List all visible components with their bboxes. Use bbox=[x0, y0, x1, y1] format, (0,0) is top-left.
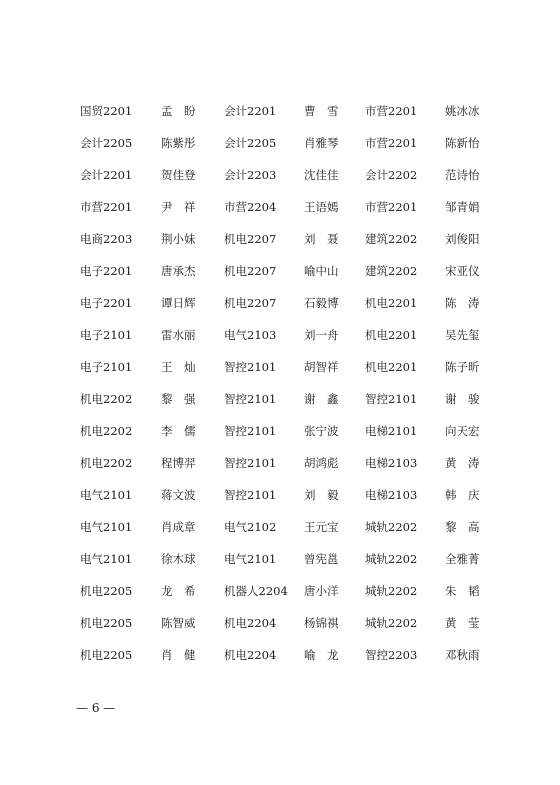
class-cell: 会计2203 bbox=[224, 168, 277, 182]
class-cell: 电子2101 bbox=[80, 360, 133, 374]
class-cell: 机电2207 bbox=[224, 296, 277, 310]
class-cell: 建筑2202 bbox=[365, 264, 418, 278]
class-cell: 市营2201 bbox=[80, 200, 133, 214]
roster-row bbox=[0, 383, 560, 415]
student-name: 肖雅琴 bbox=[304, 136, 339, 150]
student-name: 黄 涛 bbox=[445, 456, 480, 470]
student-name: 荆小妹 bbox=[161, 232, 196, 246]
roster-row bbox=[0, 159, 560, 191]
class-cell: 智控2203 bbox=[365, 648, 418, 662]
student-name: 张宁波 bbox=[304, 424, 339, 438]
student-name: 陈 涛 bbox=[445, 296, 480, 310]
student-name: 肖成章 bbox=[161, 520, 196, 534]
roster-row bbox=[0, 191, 560, 223]
class-cell: 城轨2202 bbox=[365, 520, 418, 534]
class-cell: 会计2205 bbox=[80, 136, 133, 150]
roster-row bbox=[0, 255, 560, 287]
class-cell: 电气2102 bbox=[224, 520, 277, 534]
student-name: 邓秋雨 bbox=[445, 648, 480, 662]
student-name: 向天宏 bbox=[445, 424, 480, 438]
class-cell: 机电2205 bbox=[80, 616, 133, 630]
class-cell: 电气2101 bbox=[80, 552, 133, 566]
roster-row bbox=[0, 607, 560, 639]
student-name: 石毅博 bbox=[304, 296, 339, 310]
class-cell: 智控2101 bbox=[224, 392, 277, 406]
roster-row bbox=[0, 223, 560, 255]
class-cell: 机电2207 bbox=[224, 232, 277, 246]
roster-row bbox=[0, 575, 560, 607]
class-cell: 电气2101 bbox=[224, 552, 277, 566]
student-name: 谢 骏 bbox=[445, 392, 480, 406]
class-cell: 城轨2202 bbox=[365, 616, 418, 630]
class-cell: 机电2202 bbox=[80, 456, 133, 470]
student-name: 王元宝 bbox=[304, 520, 339, 534]
roster-row bbox=[0, 95, 560, 127]
student-name: 谭日辉 bbox=[161, 296, 196, 310]
roster-row bbox=[0, 511, 560, 543]
roster-row bbox=[0, 639, 560, 671]
student-name: 程博羿 bbox=[161, 456, 196, 470]
class-cell: 智控2101 bbox=[365, 392, 418, 406]
class-cell: 会计2201 bbox=[224, 104, 277, 118]
class-cell: 电气2101 bbox=[80, 488, 133, 502]
class-cell: 电梯2101 bbox=[365, 424, 418, 438]
class-cell: 市营2204 bbox=[224, 200, 277, 214]
student-name: 曹 雪 bbox=[304, 104, 339, 118]
student-name: 刘 毅 bbox=[304, 488, 339, 502]
student-name: 刘一舟 bbox=[304, 328, 339, 342]
class-cell: 城轨2202 bbox=[365, 584, 418, 598]
class-cell: 市营2201 bbox=[365, 136, 418, 150]
student-name: 刘俊阳 bbox=[445, 232, 480, 246]
student-name: 胡鸿彪 bbox=[304, 456, 339, 470]
class-cell: 电气2101 bbox=[80, 520, 133, 534]
student-name: 徐木球 bbox=[161, 552, 196, 566]
student-name: 韩 庆 bbox=[445, 488, 480, 502]
student-roster bbox=[0, 95, 560, 671]
class-cell: 机电2205 bbox=[80, 648, 133, 662]
class-cell: 机电2202 bbox=[80, 392, 133, 406]
student-name: 雷水丽 bbox=[161, 328, 196, 342]
class-cell: 机电2202 bbox=[80, 424, 133, 438]
student-name: 吴先玺 bbox=[445, 328, 480, 342]
class-cell: 智控2101 bbox=[224, 424, 277, 438]
student-name: 唐小洋 bbox=[304, 584, 339, 598]
roster-row bbox=[0, 447, 560, 479]
student-name: 陈紫彤 bbox=[161, 136, 196, 150]
student-name: 宋亚仪 bbox=[445, 264, 480, 278]
class-cell: 国贸2201 bbox=[80, 104, 133, 118]
class-cell: 城轨2202 bbox=[365, 552, 418, 566]
class-cell: 市营2201 bbox=[365, 200, 418, 214]
student-name: 邹青娟 bbox=[445, 200, 480, 214]
student-name: 王语嫣 bbox=[304, 200, 339, 214]
student-name: 姚冰冰 bbox=[445, 104, 480, 118]
class-cell: 智控2101 bbox=[224, 456, 277, 470]
student-name: 陈智威 bbox=[161, 616, 196, 630]
student-name: 肖 健 bbox=[161, 648, 196, 662]
student-name: 朱 韬 bbox=[445, 584, 480, 598]
student-name: 胡智祥 bbox=[304, 360, 339, 374]
student-name: 杨锦祺 bbox=[304, 616, 339, 630]
class-cell: 机电2205 bbox=[80, 584, 133, 598]
student-name: 全雅菁 bbox=[445, 552, 480, 566]
class-cell: 机电2204 bbox=[224, 648, 277, 662]
class-cell: 会计2201 bbox=[80, 168, 133, 182]
class-cell: 会计2205 bbox=[224, 136, 277, 150]
class-cell: 会计2202 bbox=[365, 168, 418, 182]
student-name: 尹 祥 bbox=[161, 200, 196, 214]
page-number: — 6 — bbox=[76, 701, 116, 715]
class-cell: 机电2204 bbox=[224, 616, 277, 630]
roster-row bbox=[0, 127, 560, 159]
student-name: 陈子昕 bbox=[445, 360, 480, 374]
class-cell: 智控2101 bbox=[224, 360, 277, 374]
class-cell: 机器人2204 bbox=[224, 584, 288, 598]
student-name: 曾宪邕 bbox=[304, 552, 339, 566]
student-name: 蒋文波 bbox=[161, 488, 196, 502]
student-name: 范诗怡 bbox=[445, 168, 480, 182]
class-cell: 电梯2103 bbox=[365, 456, 418, 470]
student-name: 刘 聂 bbox=[304, 232, 339, 246]
student-name: 喻 龙 bbox=[304, 648, 339, 662]
class-cell: 电子2201 bbox=[80, 296, 133, 310]
student-name: 喻中山 bbox=[304, 264, 339, 278]
class-cell: 电梯2103 bbox=[365, 488, 418, 502]
class-cell: 机电2207 bbox=[224, 264, 277, 278]
student-name: 黄 莹 bbox=[445, 616, 480, 630]
class-cell: 电子2101 bbox=[80, 328, 133, 342]
roster-row bbox=[0, 415, 560, 447]
student-name: 李 儒 bbox=[161, 424, 196, 438]
student-name: 谢 鑫 bbox=[304, 392, 339, 406]
class-cell: 电气2103 bbox=[224, 328, 277, 342]
student-name: 唐承杰 bbox=[161, 264, 196, 278]
student-name: 黎 高 bbox=[445, 520, 480, 534]
class-cell: 机电2201 bbox=[365, 328, 418, 342]
class-cell: 机电2201 bbox=[365, 360, 418, 374]
student-name: 陈新怡 bbox=[445, 136, 480, 150]
student-name: 贺佳登 bbox=[161, 168, 196, 182]
roster-row bbox=[0, 319, 560, 351]
student-name: 黎 强 bbox=[161, 392, 196, 406]
roster-row bbox=[0, 351, 560, 383]
class-cell: 机电2201 bbox=[365, 296, 418, 310]
roster-row bbox=[0, 479, 560, 511]
roster-row bbox=[0, 543, 560, 575]
class-cell: 电子2201 bbox=[80, 264, 133, 278]
roster-row bbox=[0, 287, 560, 319]
student-name: 王 灿 bbox=[161, 360, 196, 374]
student-name: 孟 盼 bbox=[161, 104, 196, 118]
class-cell: 电商2203 bbox=[80, 232, 133, 246]
class-cell: 市营2201 bbox=[365, 104, 418, 118]
class-cell: 建筑2202 bbox=[365, 232, 418, 246]
student-name: 龙 希 bbox=[161, 584, 196, 598]
class-cell: 智控2101 bbox=[224, 488, 277, 502]
student-name: 沈佳佳 bbox=[304, 168, 339, 182]
